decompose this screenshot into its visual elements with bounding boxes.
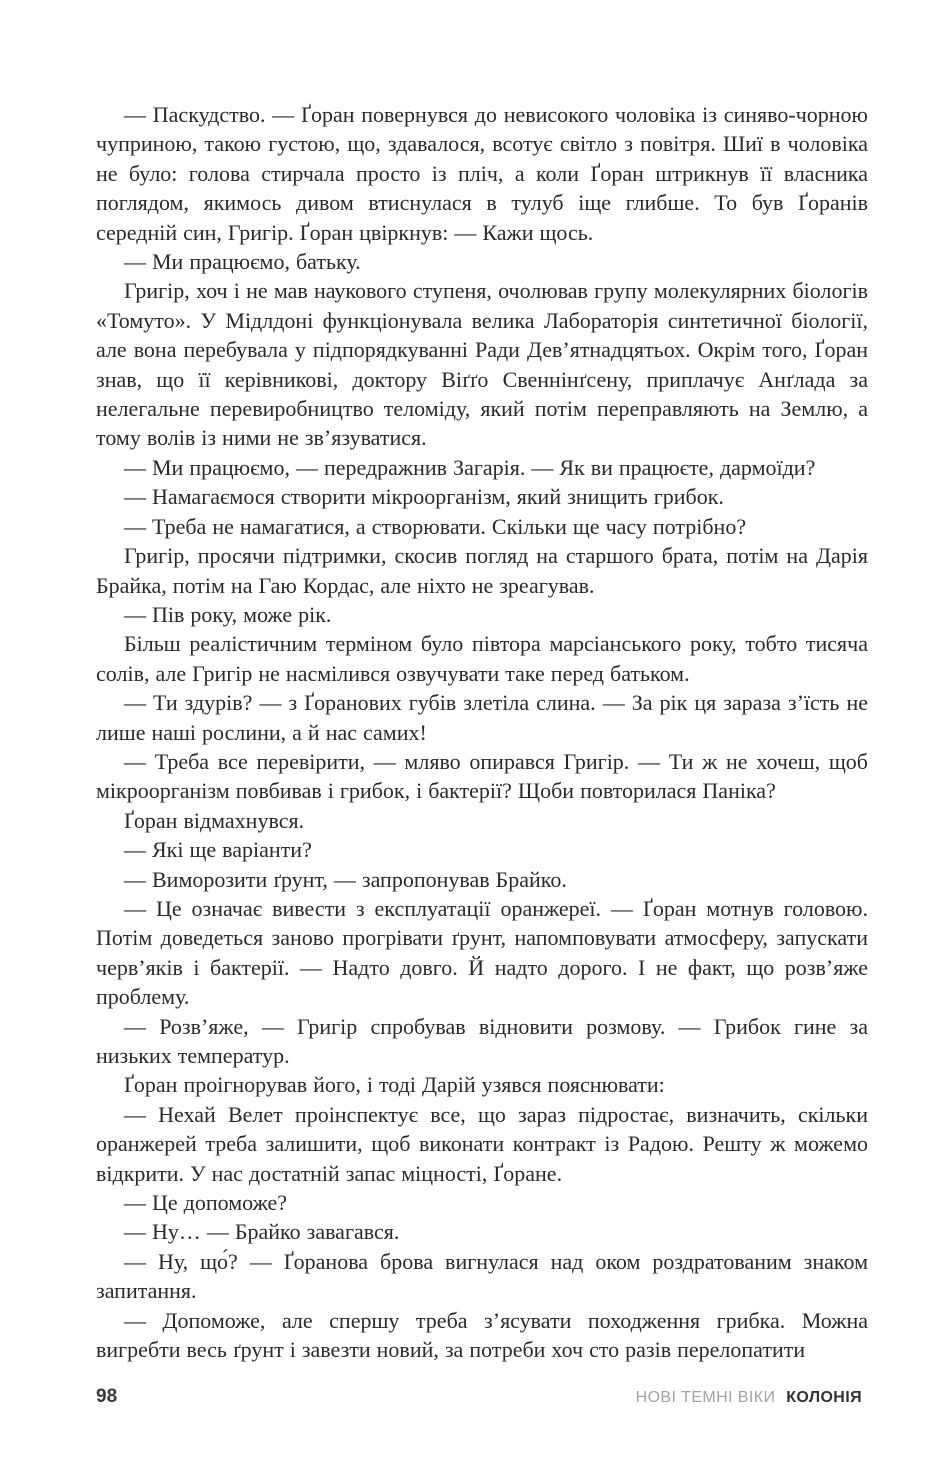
paragraph: — Розв’яже, — Григір спробував відновити розмову. — Грибок гине за низьких температур. [96, 1013, 868, 1068]
paragraph: — Треба не намагатися, а створювати. Скільки ще часу потрібно? [124, 513, 747, 539]
paragraph: — Ми працюємо, — передражнив Загарія. — Як ви працюєте, дармоїди? [124, 454, 816, 480]
page-number: 98 [96, 1386, 118, 1407]
text-block [96, 100, 868, 1364]
paragraph: Ґоран проігнорував його, і тоді Дарій узявся пояснювати: [124, 1072, 665, 1098]
paragraph: Григір, просячи підтримки, скосив погляд на старшого брата, потім на Дарія Брайка, потім на Гаю Кордас, але ніхто не зреагував. [96, 543, 868, 598]
paragraph: — Ми працюємо, батьку. [124, 249, 361, 275]
book-title: КОЛОНІЯ [786, 1389, 862, 1406]
paragraph: Ґоран відмахнувся. [124, 807, 305, 833]
paragraph: — Намагаємося створити мікроорганізм, який знищить грибок. [124, 484, 724, 510]
paragraph: — Паскудство. — Ґоран повернувся до невисокого чоловіка із синяво-чорною чуприною, такою густою, що, здавалося, всотує світло з повітря. Шиї в чоловіка не було: голова стирчала просто із пліч, а коли Ґоран штрикнув її власника поглядом, якимось дивом втиснулася в тулуб іще глибше. То був Ґоранів середній син, Григір. Ґоран цвіркнув: — Кажи щось. [96, 102, 868, 245]
paragraph: Григір, хоч і не мав наукового ступеня, очолював групу молекулярних біологів «Томуто». У Мідлдоні функціонувала велика Лабораторія синтетичної біології, але вона перебувала у підпорядкуванні Ради Дев’ятнадцятьох. Окрім того, Ґоран знав, що її керівникові, доктору Віґґо Свеннінґсену, приплачує Анґлада за нелегальне перевиробництво теломіду, який потім переправляють на Землю, а тому волів із ними не зв’язуватися. [96, 278, 868, 451]
paragraph: — Які ще варіанти? [124, 837, 312, 863]
paragraph: — Виморозити ґрунт, — запропонував Брайко. [124, 866, 567, 892]
paragraph: — Ну, що́? — Ґоранова брова вигнулася над оком роздратованим знаком запитання. [96, 1248, 868, 1304]
paragraph: — Ти здурів? — з Ґоранових губів злетіла слина. — За рік ця зараза з’їсть не лише наші рослини, а й нас самих! [96, 690, 868, 745]
series-title: НОВІ ТЕМНІ ВІКИ [635, 1389, 776, 1406]
paragraph: — Це означає вивести з експлуатації оранжереї. — Ґоран мотнув головою. Потім доведеться заново прогрівати ґрунт, напомповувати атмосферу, запускати черв’яків і бактерії. — Надто довго. Й надто дорого. І не факт, що розв’яже проблему. [96, 895, 868, 1010]
paragraph: — Допоможе, але спершу треба з’ясувати походження грибка. Можна вигребти весь ґрунт і завезти новий, за потреби хоч сто разів перелопатити [96, 1307, 868, 1363]
running-title [636, 1389, 862, 1407]
paragraph: — Треба все перевірити, — мляво опирався Григір. — Ти ж не хочеш, щоб мікроорганізм повбивав і грибок, і бактерії? Щоби повторилася Паніка? [96, 748, 868, 804]
footer [96, 1386, 862, 1408]
paragraph: — Пів року, може рік. [124, 601, 332, 627]
paragraph: — Це допоможе? [124, 1190, 288, 1216]
paragraph: — Нехай Велет проінспектує все, що зараз підростає, визначить, скільки оранжерей треба залишити, щоб виконати контракт із Радою. Решту ж можемо відкрити. У нас достатній запас міцності, Ґоране. [96, 1101, 868, 1186]
paragraph: Більш реалістичним терміном було півтора марсіанського року, тобто тисяча солів, але Григір не насмілився озвучувати таке перед батьком. [96, 631, 868, 686]
paragraph: — Ну… — Брайко завагався. [124, 1219, 400, 1245]
